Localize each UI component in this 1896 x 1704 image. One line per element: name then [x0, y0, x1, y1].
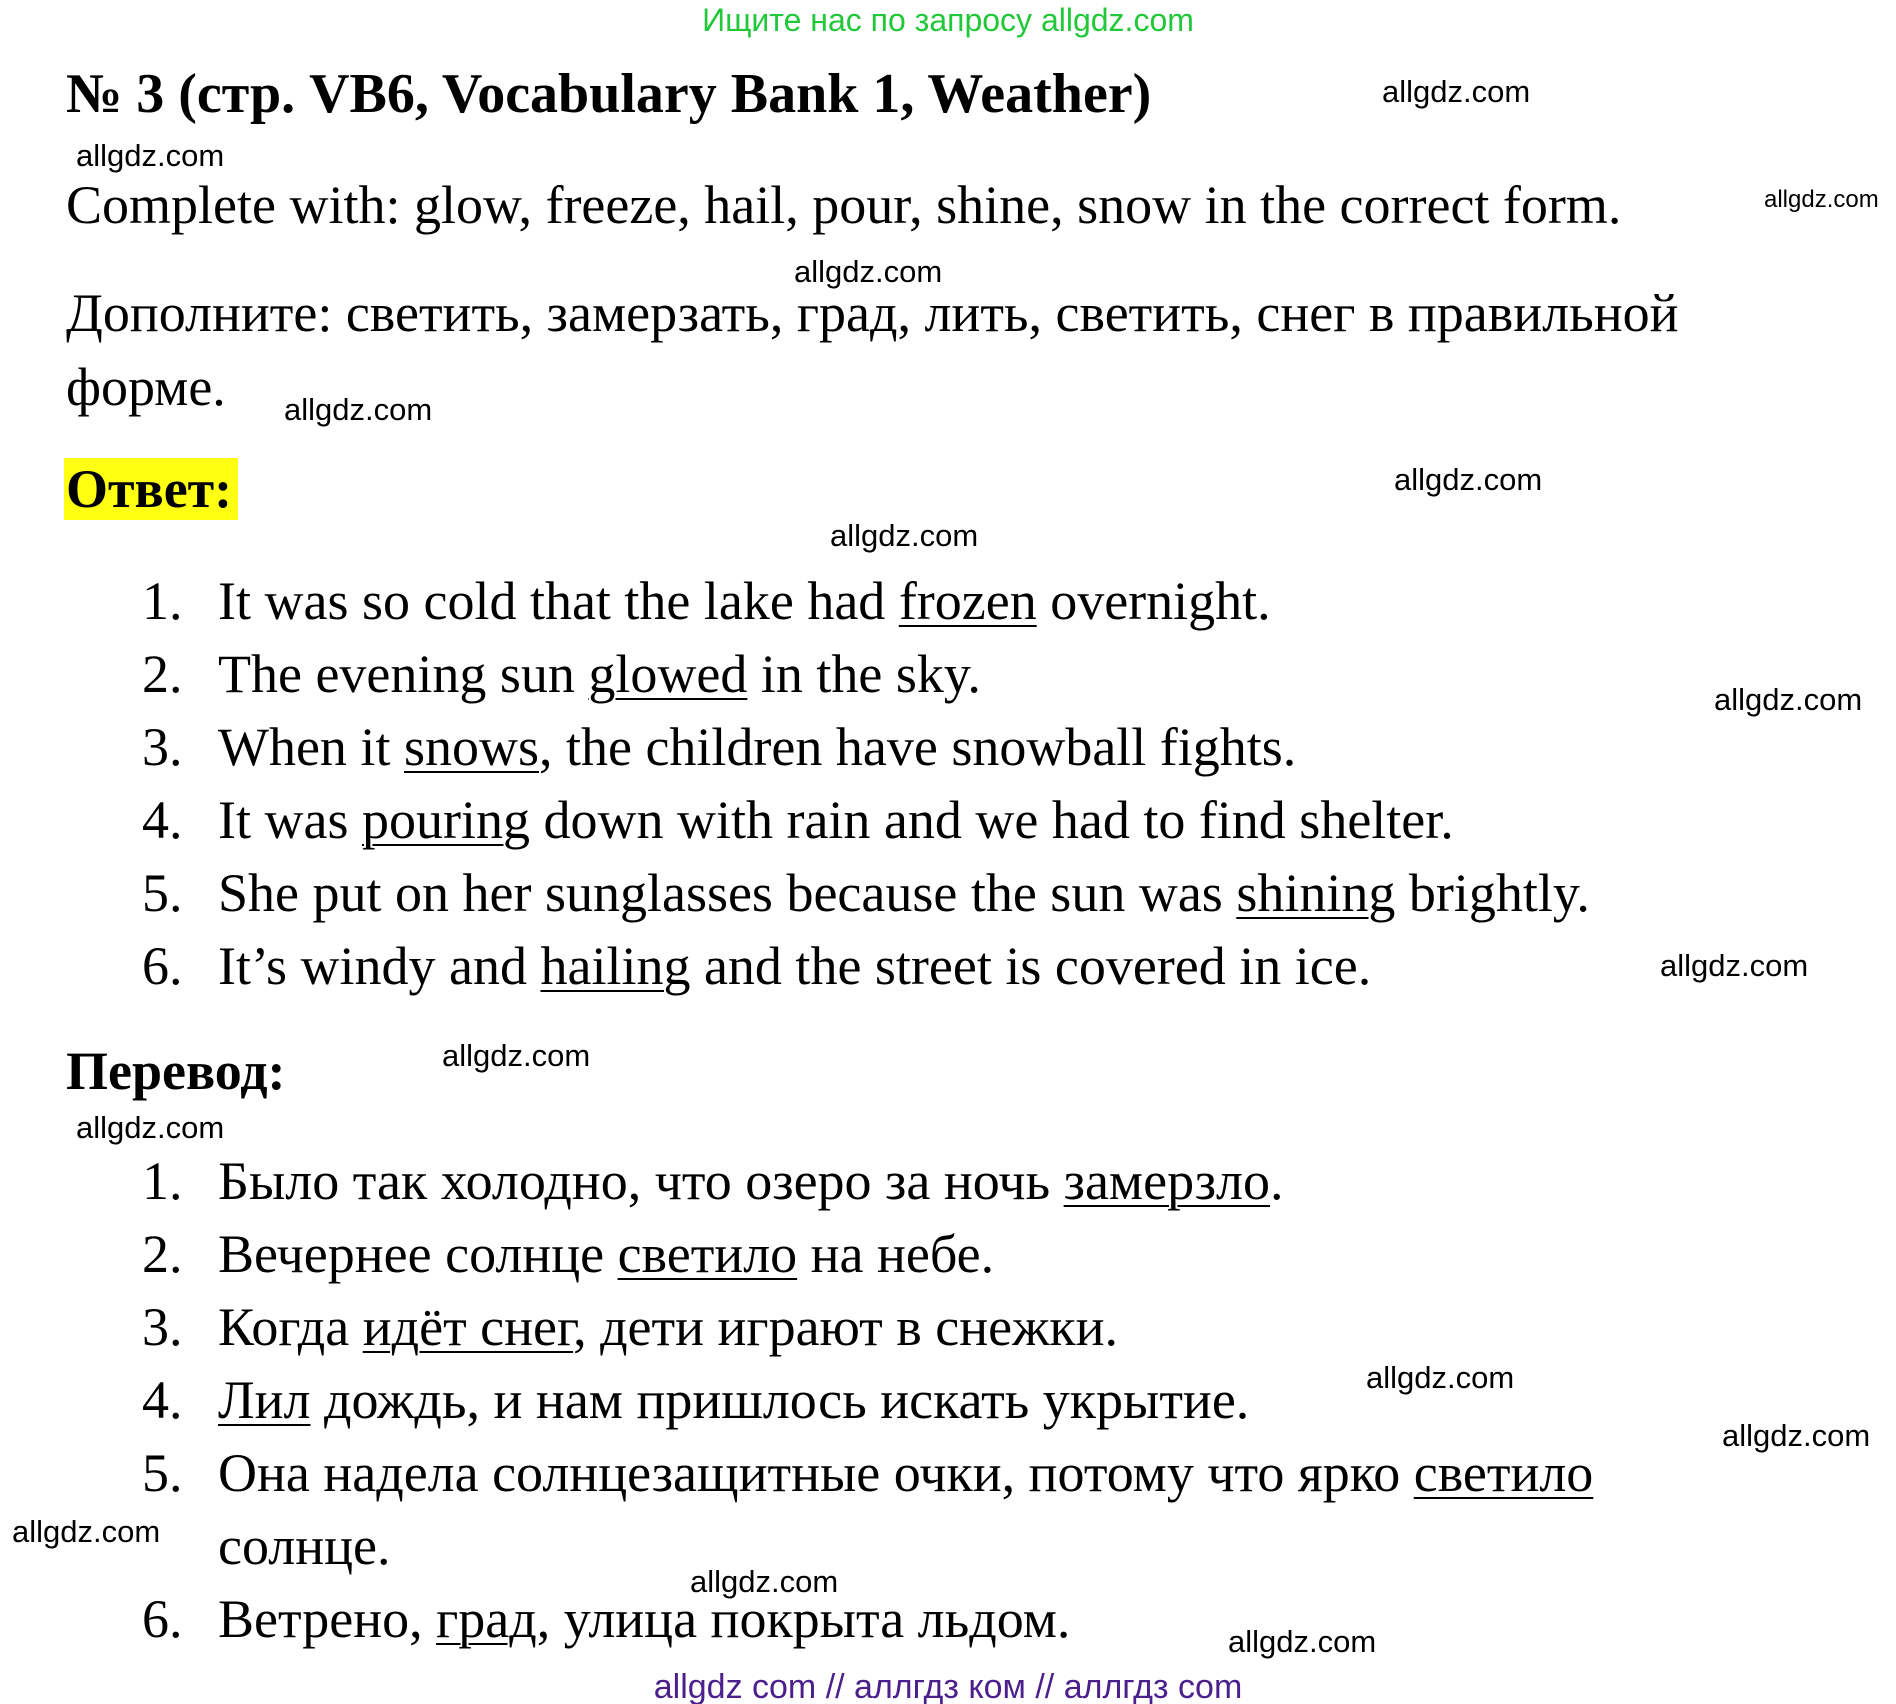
translation-number: 5. [142, 1443, 183, 1503]
translation-number: 6. [142, 1589, 183, 1649]
answer-number: 3. [142, 717, 183, 777]
translation-item: Вечернее солнце светило на небе. [218, 1224, 995, 1284]
instruction-russian-line-1: Дополните: светить, замерзать, град, лить, светить, снег в правильной [66, 283, 1679, 343]
translation-word: идёт снег [362, 1297, 574, 1357]
answer-item: It was so cold that the lake had frozen overnight. [218, 571, 1271, 631]
answer-word: pouring [361, 790, 530, 850]
translation-item: Она надела солнцезащитные очки, потому что ярко светило [218, 1443, 1594, 1503]
answer-item: The evening sun glowed in the sky. [218, 644, 981, 704]
watermark: allgdz.com [1366, 1360, 1515, 1395]
translation-word: град [436, 1589, 537, 1649]
answer-label: Ответ: [64, 458, 238, 520]
translation-number: 4. [142, 1370, 183, 1430]
translation-word: светило [617, 1224, 798, 1284]
translation-item-continuation: солнце. [218, 1516, 391, 1576]
answer-item: It’s windy and hailing and the street is covered in ice. [218, 936, 1372, 996]
translation-item: Было так холодно, что озеро за ночь замерзло. [218, 1151, 1284, 1211]
answer-number: 2. [142, 644, 183, 704]
watermark: allgdz.com [690, 1564, 839, 1599]
watermark: allgdz.com [12, 1514, 161, 1549]
answer-word: glowed [588, 644, 748, 704]
instruction-russian-line-2: форме. [66, 357, 226, 417]
watermark: allgdz.com [1228, 1624, 1377, 1659]
watermark: allgdz.com [1394, 462, 1543, 497]
answer-item: She put on her sunglasses because the sun was shining brightly. [218, 863, 1590, 923]
translation-word: светило [1413, 1443, 1594, 1503]
translation-number: 3. [142, 1297, 183, 1357]
answer-item: When it snows, the children have snowball fights. [218, 717, 1297, 777]
translation-word: Лил [218, 1370, 311, 1430]
answer-number: 5. [142, 863, 183, 923]
watermark: allgdz.com [1722, 1418, 1871, 1453]
translation-item: Когда идёт снег, дети играют в снежки. [218, 1297, 1119, 1357]
translation-label: Перевод: [66, 1041, 286, 1101]
watermark: allgdz.com [1660, 948, 1809, 983]
translation-word: замерзло [1063, 1151, 1271, 1211]
answer-word: snows [403, 717, 539, 777]
answer-word: frozen [898, 571, 1037, 631]
watermark: allgdz.com [830, 518, 979, 553]
watermark: allgdz.com [794, 254, 943, 289]
watermark: allgdz.com [1764, 186, 1879, 213]
exercise-heading: № 3 (стр. VB6, Vocabulary Bank 1, Weather) [66, 63, 1152, 125]
footer-links[interactable]: allgdz com // аллгдз ком // аллгдз com [653, 1668, 1243, 1704]
translation-number: 2. [142, 1224, 183, 1284]
answer-number: 6. [142, 936, 183, 996]
watermark: allgdz.com [284, 392, 433, 427]
watermark: allgdz.com [1382, 74, 1531, 109]
watermark: allgdz.com [442, 1038, 591, 1073]
watermark: allgdz.com [76, 138, 225, 173]
translation-item: Ветрено, град, улица покрыта льдом. [218, 1589, 1071, 1649]
answer-word: hailing [540, 936, 691, 996]
translation-number: 1. [142, 1151, 183, 1211]
watermark: allgdz.com [1714, 682, 1863, 717]
answer-word: shining [1236, 863, 1396, 923]
watermark: allgdz.com [76, 1110, 225, 1145]
answer-number: 1. [142, 571, 183, 631]
translation-item: Лил дождь, и нам пришлось искать укрытие. [218, 1370, 1250, 1430]
answer-item: It was pouring down with rain and we had to find shelter. [218, 790, 1454, 850]
answer-number: 4. [142, 790, 183, 850]
top-banner[interactable]: Ищите нас по запросу allgdz.com [702, 2, 1194, 38]
instruction-english: Complete with: glow, freeze, hail, pour, shine, snow in the correct form. [66, 175, 1622, 235]
